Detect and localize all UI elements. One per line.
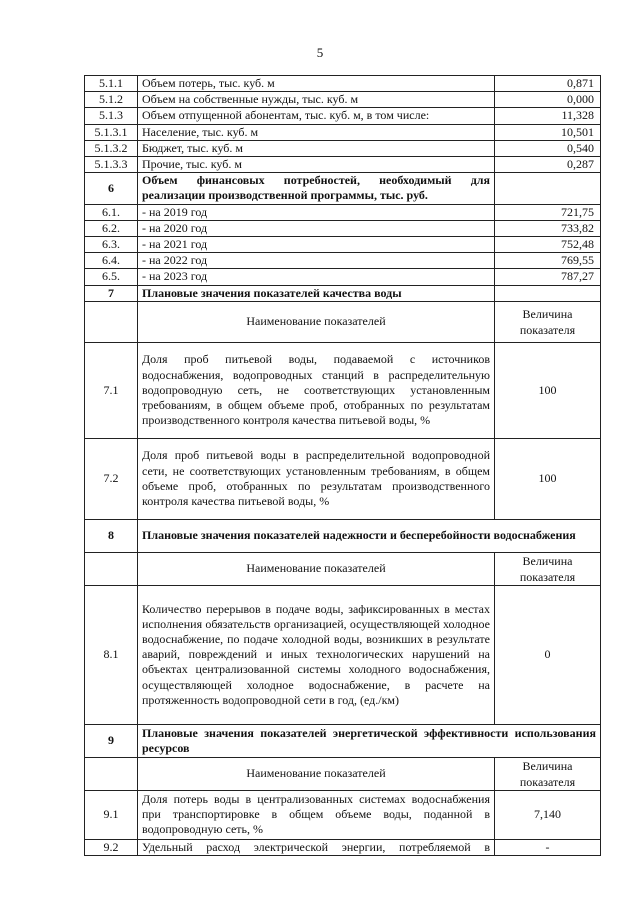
- empty-cell: [85, 301, 138, 342]
- row-value: 0,000: [495, 92, 601, 108]
- column-header-row: [85, 757, 601, 790]
- section-header-row: [85, 724, 601, 757]
- table-row: [85, 237, 601, 253]
- row-label: Население, тыс. куб. м: [138, 124, 495, 140]
- row-value: 787,27: [495, 269, 601, 285]
- row-number: 6.2.: [85, 220, 138, 236]
- indicators-table: [84, 75, 601, 856]
- row-value: 752,48: [495, 237, 601, 253]
- section-number: 9: [85, 724, 138, 757]
- column-header-value: Величина показателя: [495, 552, 601, 585]
- row-value: 733,82: [495, 220, 601, 236]
- column-header-row: [85, 552, 601, 585]
- column-header-value: Величина показателя: [495, 757, 601, 790]
- section-number: 7: [85, 285, 138, 301]
- row-number: 5.1.3.3: [85, 157, 138, 173]
- row-number: 5.1.2: [85, 92, 138, 108]
- column-header-name: Наименование показателей: [138, 552, 495, 585]
- row-number: 6.5.: [85, 269, 138, 285]
- row-label: Объем на собственные нужды, тыс. куб. м: [138, 92, 495, 108]
- row-label: Объем отпущенной абонентам, тыс. куб. м, в том числе:: [138, 108, 495, 124]
- row-label: Бюджет, тыс. куб. м: [138, 140, 495, 156]
- row-number: 5.1.3.2: [85, 140, 138, 156]
- row-number: 9.2: [85, 839, 138, 855]
- row-label: - на 2021 год: [138, 237, 495, 253]
- section-number: 6: [85, 173, 138, 204]
- section-title: Плановые значения показателей энергетической эффективности использования ресурсов: [138, 724, 601, 757]
- table-row: [85, 269, 601, 285]
- section-title: Плановые значения показателей качества воды: [138, 285, 495, 301]
- row-value: -: [495, 839, 601, 855]
- row-number: 9.1: [85, 790, 138, 839]
- row-number: 5.1.3: [85, 108, 138, 124]
- row-label: - на 2022 год: [138, 253, 495, 269]
- empty-cell: [85, 757, 138, 790]
- row-value: 721,75: [495, 204, 601, 220]
- column-header-name: Наименование показателей: [138, 757, 495, 790]
- column-header-row: [85, 301, 601, 342]
- row-value: 769,55: [495, 253, 601, 269]
- table-row: [85, 253, 601, 269]
- row-number: 7.2: [85, 438, 138, 519]
- row-label: Доля проб питьевой воды, подаваемой с источников водоснабжения, водопроводных станций в распределительную водопроводную сеть, не соответствующих установленным требованиям, в общем объеме проб, отобранных по результатам производственного контроля качества питьевой воды, %: [138, 342, 495, 438]
- row-number: 6.1.: [85, 204, 138, 220]
- row-label: Объем потерь, тыс. куб. м: [138, 76, 495, 92]
- row-label: Удельный расход электрической энергии, потребляемой в: [138, 839, 495, 855]
- row-value: 0,871: [495, 76, 601, 92]
- section-number: 8: [85, 519, 138, 552]
- row-value: 10,501: [495, 124, 601, 140]
- row-value: 0: [495, 585, 601, 724]
- row-label: Количество перерывов в подаче воды, зафиксированных в местах исполнения обязательств организацией, осуществляющей холодное водоснабжение, по подаче холодной воды, возникших в результате аварий, повреждений и иных технологических нарушений на объектах централизованной системы холодного водоснабжения, осуществляющей холодное водоснабжение, в расчете на протяженность водопроводной сети в год, (ед./км): [138, 585, 495, 724]
- table-row: [85, 76, 601, 92]
- row-label: - на 2020 год: [138, 220, 495, 236]
- row-value: 0,287: [495, 157, 601, 173]
- table-row: [85, 140, 601, 156]
- row-number: 5.1.1: [85, 76, 138, 92]
- empty-cell: [495, 285, 601, 301]
- section-header-row: [85, 519, 601, 552]
- row-value: 100: [495, 342, 601, 438]
- section-title: Объем финансовых потребностей, необходимый для реализации производственной программы, тыс. руб.: [138, 173, 495, 204]
- row-number: 8.1: [85, 585, 138, 724]
- row-number: 5.1.3.1: [85, 124, 138, 140]
- table-row: [85, 204, 601, 220]
- table-row: [85, 585, 601, 724]
- section-header-row: [85, 285, 601, 301]
- page-number: 5: [316, 45, 324, 60]
- section-title: Плановые значения показателей надежности и бесперебойности водоснабжения: [138, 519, 601, 552]
- table-row: [85, 438, 601, 519]
- table-row: [85, 342, 601, 438]
- row-label: - на 2019 год: [138, 204, 495, 220]
- table-row: [85, 157, 601, 173]
- empty-cell: [495, 173, 601, 204]
- empty-cell: [85, 552, 138, 585]
- column-header-value: Величина показателя: [495, 301, 601, 342]
- row-number: 6.4.: [85, 253, 138, 269]
- table-row: [85, 108, 601, 124]
- table-row: [85, 839, 601, 855]
- section-header-row: [85, 173, 601, 204]
- table-row: [85, 220, 601, 236]
- row-value: 100: [495, 438, 601, 519]
- table-row: [85, 124, 601, 140]
- row-value: 11,328: [495, 108, 601, 124]
- row-label: Прочие, тыс. куб. м: [138, 157, 495, 173]
- row-label: - на 2023 год: [138, 269, 495, 285]
- row-value: 7,140: [495, 790, 601, 839]
- row-label: Доля проб питьевой воды в распределительной водопроводной сети, не соответствующих установленным требованиям, в общем объеме проб, отобранных по результатам производственного контроля качества питьевой воды, %: [138, 438, 495, 519]
- row-value: 0,540: [495, 140, 601, 156]
- column-header-name: Наименование показателей: [138, 301, 495, 342]
- table-row: [85, 790, 601, 839]
- table-row: [85, 92, 601, 108]
- row-number: 6.3.: [85, 237, 138, 253]
- row-number: 7.1: [85, 342, 138, 438]
- row-label: Доля потерь воды в централизованных системах водоснабжения при транспортировке в общем объеме воды, поданной в водопроводную сеть, %: [138, 790, 495, 839]
